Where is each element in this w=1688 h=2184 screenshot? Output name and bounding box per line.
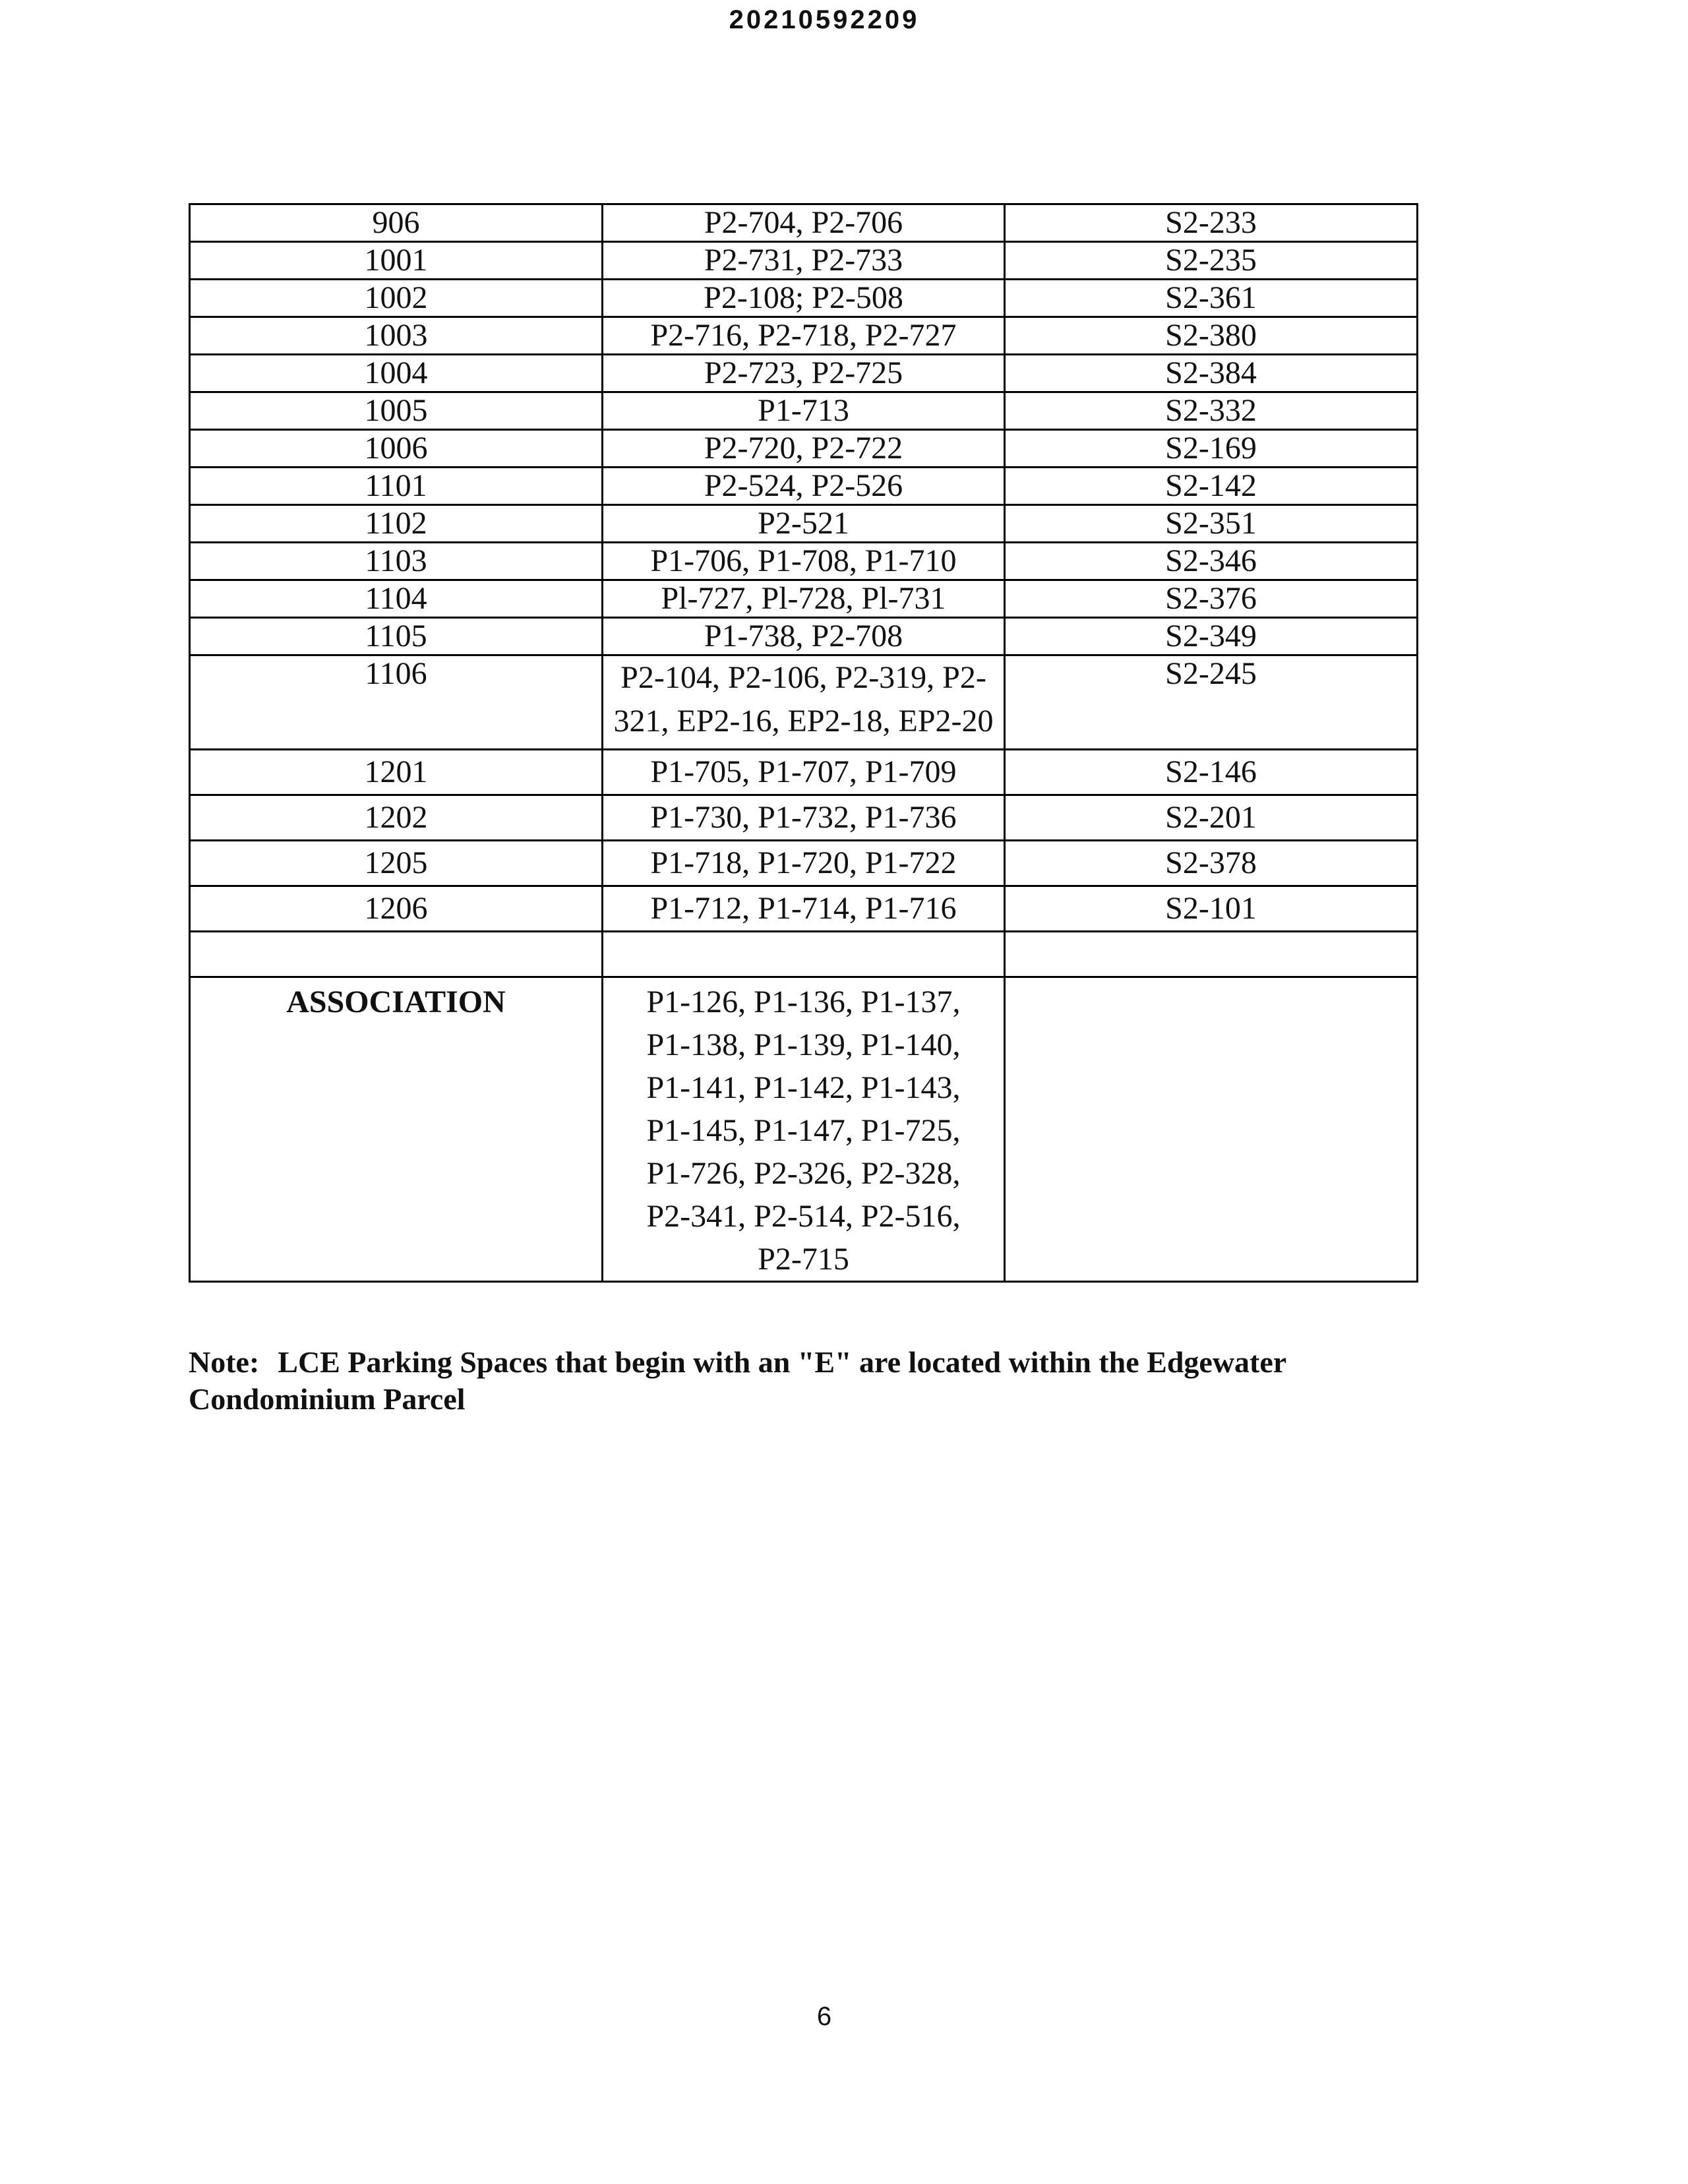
storage-cell: S2-380 bbox=[1005, 317, 1418, 355]
table-row bbox=[190, 886, 1418, 932]
parking-cell: P2-704, P2-706 bbox=[603, 204, 1005, 242]
unit-cell: 1104 bbox=[190, 580, 603, 618]
storage-cell: S2-245 bbox=[1005, 655, 1418, 750]
table-row bbox=[190, 580, 1418, 618]
parking-cell: P2-723, P2-725 bbox=[603, 355, 1005, 392]
storage-cell: S2-349 bbox=[1005, 618, 1418, 655]
note-label: Note: bbox=[189, 1345, 260, 1379]
table-row bbox=[190, 280, 1418, 317]
parking-cell: P1-706, P1-708, P1-710 bbox=[603, 543, 1005, 580]
storage-cell: S2-351 bbox=[1005, 505, 1418, 543]
parking-cell: P2-731, P2-733 bbox=[603, 242, 1005, 280]
unit-cell: 1001 bbox=[190, 242, 603, 280]
table-row bbox=[190, 468, 1418, 505]
unit-cell: 1101 bbox=[190, 468, 603, 505]
unit-cell: 906 bbox=[190, 204, 603, 242]
storage-cell: S2-376 bbox=[1005, 580, 1418, 618]
parking-cell: P2-716, P2-718, P2-727 bbox=[603, 317, 1005, 355]
blank-cell bbox=[603, 932, 1005, 977]
parking-cell: P1-713 bbox=[603, 392, 1005, 430]
parking-cell: P1-718, P1-720, P1-722 bbox=[603, 841, 1005, 886]
page-number: 6 bbox=[816, 2002, 832, 2031]
table-row bbox=[190, 543, 1418, 580]
unit-cell: 1106 bbox=[190, 655, 603, 750]
parking-cell: P1-730, P1-732, P1-736 bbox=[603, 795, 1005, 841]
storage-cell: S2-101 bbox=[1005, 886, 1418, 932]
unit-cell: 1205 bbox=[190, 841, 603, 886]
table-row bbox=[190, 242, 1418, 280]
table-row bbox=[190, 317, 1418, 355]
parking-cell: P2-720, P2-722 bbox=[603, 430, 1005, 468]
blank-cell bbox=[1005, 932, 1418, 977]
parking-cell: P2-524, P2-526 bbox=[603, 468, 1005, 505]
storage-cell: S2-384 bbox=[1005, 355, 1418, 392]
note bbox=[189, 1344, 1428, 1418]
unit-cell: 1002 bbox=[190, 280, 603, 317]
table-row bbox=[190, 392, 1418, 430]
storage-cell: S2-235 bbox=[1005, 242, 1418, 280]
unit-cell: 1103 bbox=[190, 543, 603, 580]
unit-cell: 1004 bbox=[190, 355, 603, 392]
table-row bbox=[190, 204, 1418, 242]
table-row bbox=[190, 430, 1418, 468]
association-storage-cell bbox=[1005, 977, 1418, 1282]
parking-cell: P1-705, P1-707, P1-709 bbox=[603, 750, 1005, 795]
parking-cell: P2-108; P2-508 bbox=[603, 280, 1005, 317]
storage-cell: S2-233 bbox=[1005, 204, 1418, 242]
unit-cell: 1105 bbox=[190, 618, 603, 655]
unit-cell: 1102 bbox=[190, 505, 603, 543]
parking-cell: P1-738, P2-708 bbox=[603, 618, 1005, 655]
parking-cell: P1-712, P1-714, P1-716 bbox=[603, 886, 1005, 932]
storage-cell: S2-142 bbox=[1005, 468, 1418, 505]
unit-cell: 1006 bbox=[190, 430, 603, 468]
storage-cell: S2-201 bbox=[1005, 795, 1418, 841]
unit-cell: 1201 bbox=[190, 750, 603, 795]
table-row bbox=[190, 750, 1418, 795]
storage-cell: S2-361 bbox=[1005, 280, 1418, 317]
storage-cell: S2-169 bbox=[1005, 430, 1418, 468]
table-row bbox=[190, 505, 1418, 543]
table-row bbox=[190, 355, 1418, 392]
unit-cell: 1206 bbox=[190, 886, 603, 932]
table-row bbox=[190, 795, 1418, 841]
parking-cell: P2-104, P2-106, P2-319, P2-321, EP2-16, EP2-18, EP2-20 bbox=[603, 655, 1005, 750]
parking-cell: Pl-727, Pl-728, Pl-731 bbox=[603, 580, 1005, 618]
association-row bbox=[190, 977, 1418, 1282]
parking-assignment-table bbox=[189, 203, 1418, 1283]
table-row bbox=[190, 655, 1418, 750]
storage-cell: S2-346 bbox=[1005, 543, 1418, 580]
unit-cell: 1003 bbox=[190, 317, 603, 355]
unit-cell: 1202 bbox=[190, 795, 603, 841]
parking-cell: P2-521 bbox=[603, 505, 1005, 543]
storage-cell: S2-332 bbox=[1005, 392, 1418, 430]
note-text: LCE Parking Spaces that begin with an "E" are located within the Edgewater Condominium Parcel bbox=[189, 1345, 1286, 1416]
document-number: 20210592209 bbox=[729, 5, 920, 34]
storage-cell: S2-146 bbox=[1005, 750, 1418, 795]
table-row bbox=[190, 841, 1418, 886]
association-parking-cell: P1-126, P1-136, P1-137, P1-138, P1-139, P1-140, P1-141, P1-142, P1-143, P1-145, P1-147, P1-725, P1-726, P2-326, P2-328, P2-341, P2-514, P2-516, P2-715 bbox=[603, 977, 1005, 1282]
association-label: ASSOCIATION bbox=[190, 977, 603, 1282]
storage-cell: S2-378 bbox=[1005, 841, 1418, 886]
blank-cell bbox=[190, 932, 603, 977]
blank-row bbox=[190, 932, 1418, 977]
table-row bbox=[190, 618, 1418, 655]
unit-cell: 1005 bbox=[190, 392, 603, 430]
